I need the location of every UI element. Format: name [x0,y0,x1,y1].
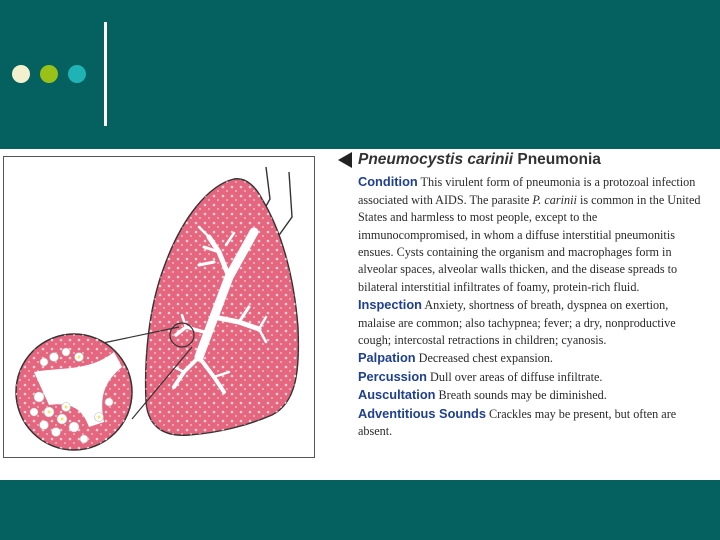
section-heading: Palpation [358,350,416,366]
section-body-italic: P. carinii [532,192,577,207]
section-body-part: is common in the United States and harmless to most people, except to the immunocompromised, in whom a diffuse interstitial pneumonitis ensues. Cysts containing the organism and macrophages form in alveolar spaces, alveolar walls thicken, and the disease spreads to bilateral interstitial infiltrates of foamy, protein-rich fluid. [358,192,701,294]
section-body [419,351,553,365]
slide-content-panel [0,149,720,480]
article-title [358,151,601,168]
section-heading: Condition [358,174,418,190]
section-body-part: This virulent form of pneumonia is a protozoal infection associated with AIDS. The parasite [358,175,696,207]
section-condition [358,173,708,296]
lung-illustration [3,156,315,458]
section-body-part: Dull over areas of diffuse infiltrate. [430,369,603,384]
decorative-dots [12,65,86,83]
dot-green [40,65,58,83]
section-body-part: Anxiety, shortness of breath, dyspnea on exertion, malaise are common; also tachypnea; fever; a dry, nonproductive cough; intercostal retractions in children; cyanosis. [358,298,676,348]
section-heading: Adventitious Sounds [358,405,486,421]
section-auscultation [358,386,708,404]
dot-teal [68,65,86,83]
title-italic: Pneumocystis carinii [358,151,514,168]
section-body-part: Crackles may be present, but often are absent. [358,406,677,439]
arrow-left-icon [338,152,352,168]
title-rest: Pneumonia [513,151,601,168]
section-body [430,370,602,384]
header-divider-line [104,22,107,126]
section-adventitious-sounds [358,405,708,441]
section-heading: Inspection [358,297,422,313]
section-body-part: Breath sounds may be diminished. [438,388,607,403]
section-palpation [358,349,708,367]
section-inspection [358,296,708,349]
dot-cream [12,65,30,83]
section-body [358,175,700,293]
article-title-row [338,151,708,168]
magnified-alveoli-icon [16,334,132,450]
section-heading: Percussion [358,368,427,384]
article-text [338,151,708,441]
section-body-part: Decreased chest expansion. [418,351,553,366]
section-percussion [358,368,708,386]
section-heading: Auscultation [358,387,436,403]
section-body [439,388,607,402]
lung-icon [4,157,314,457]
